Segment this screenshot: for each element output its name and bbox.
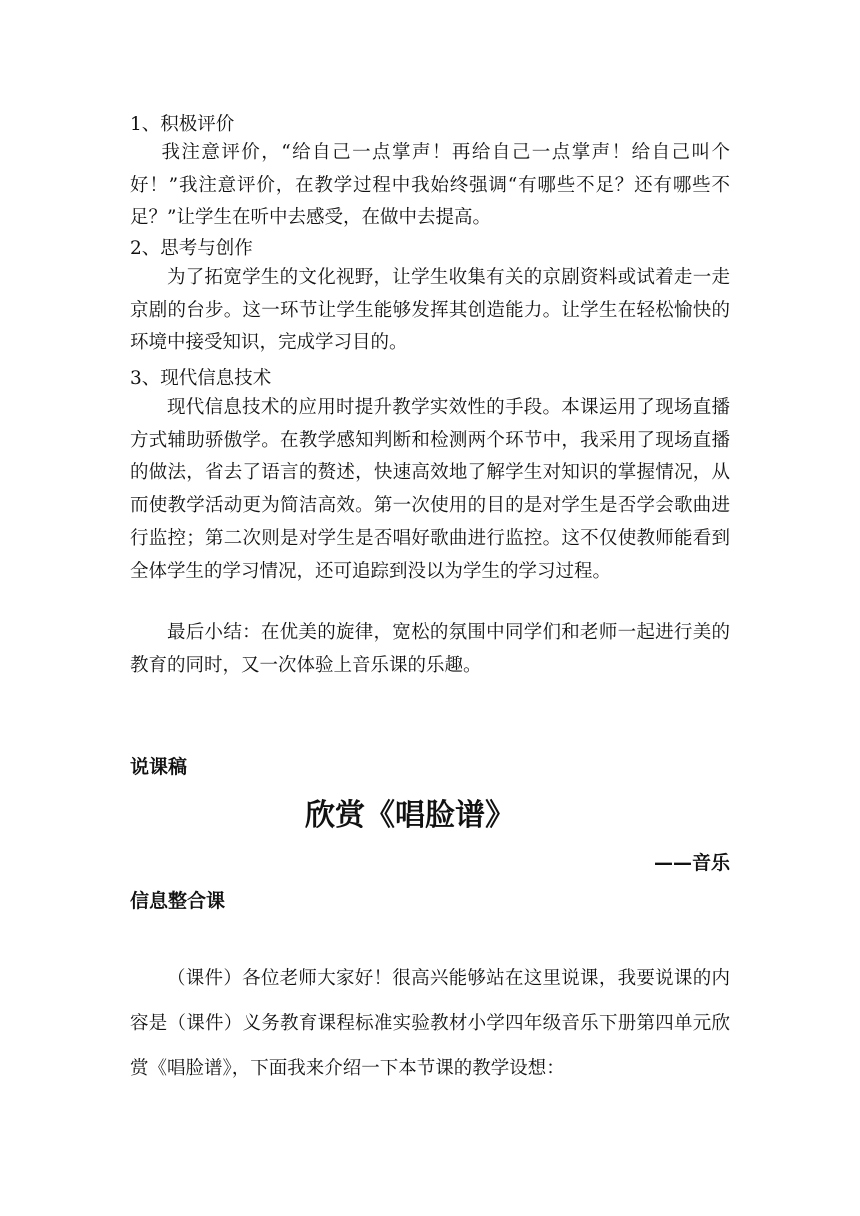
section2-body: 为了拓宽学生的文化视野，让学生收集有关的京剧资料或试着走一走京剧的台步。这一环节让学生能够发挥其创造能力。让学生在轻松愉快的环境中接受知识，完成学习目的。 — [130, 267, 730, 354]
section3-heading: 3、现代信息技术 — [130, 368, 272, 389]
lecture-subject: ——音乐 — [653, 852, 730, 874]
lecture-intro: （课件）各位老师大家好！很高兴能够站在这里说课，我要说课的内容是（课件）义务教育课程标准实验教材小学四年级音乐下册第四单元欣赏《唱脸谱》，下面我来介绍一下本节课的教学设想： — [130, 968, 730, 1079]
section3-body: 现代信息技术的应用时提升教学实效性的手段。本课运用了现场直播方式辅助骄傲学。在教学感知判断和检测两个环节中，我采用了现场直播的做法，省去了语言的赘述，快速高效地了解学生对知识的掌握情况，从而使教学活动更为简洁高效。第一次使用的目的是对学生是否学会歌曲进行监控；第二次则是对学生是否唱好歌曲进行监控。这不仅使教师能看到全体学生的学习情况，还可追踪到没以为学生的学习过程。 — [130, 397, 730, 582]
section3-summary: 最后小结：在优美的旋律，宽松的氛围中同学们和老师一起进行美的教育的同时，又一次体验上音乐课的乐趣。 — [130, 622, 730, 676]
section1-heading: 1、积极评价 — [130, 114, 235, 135]
lecture-label: 说课稿 — [130, 756, 188, 778]
lecture-subtitle: 信息整合课 — [130, 890, 226, 912]
section1-body: 我注意评价，“给自己一点掌声！再给自己一点掌声！给自己叫个好！”我注意评价，在教学过程中我始终强调“有哪些不足？还有哪些不足？”让学生在听中去感受，在做中去提高。 — [130, 142, 730, 229]
lecture-title: 欣赏《唱脸谱》 — [305, 798, 515, 833]
section2-heading: 2、思考与创作 — [130, 238, 253, 259]
